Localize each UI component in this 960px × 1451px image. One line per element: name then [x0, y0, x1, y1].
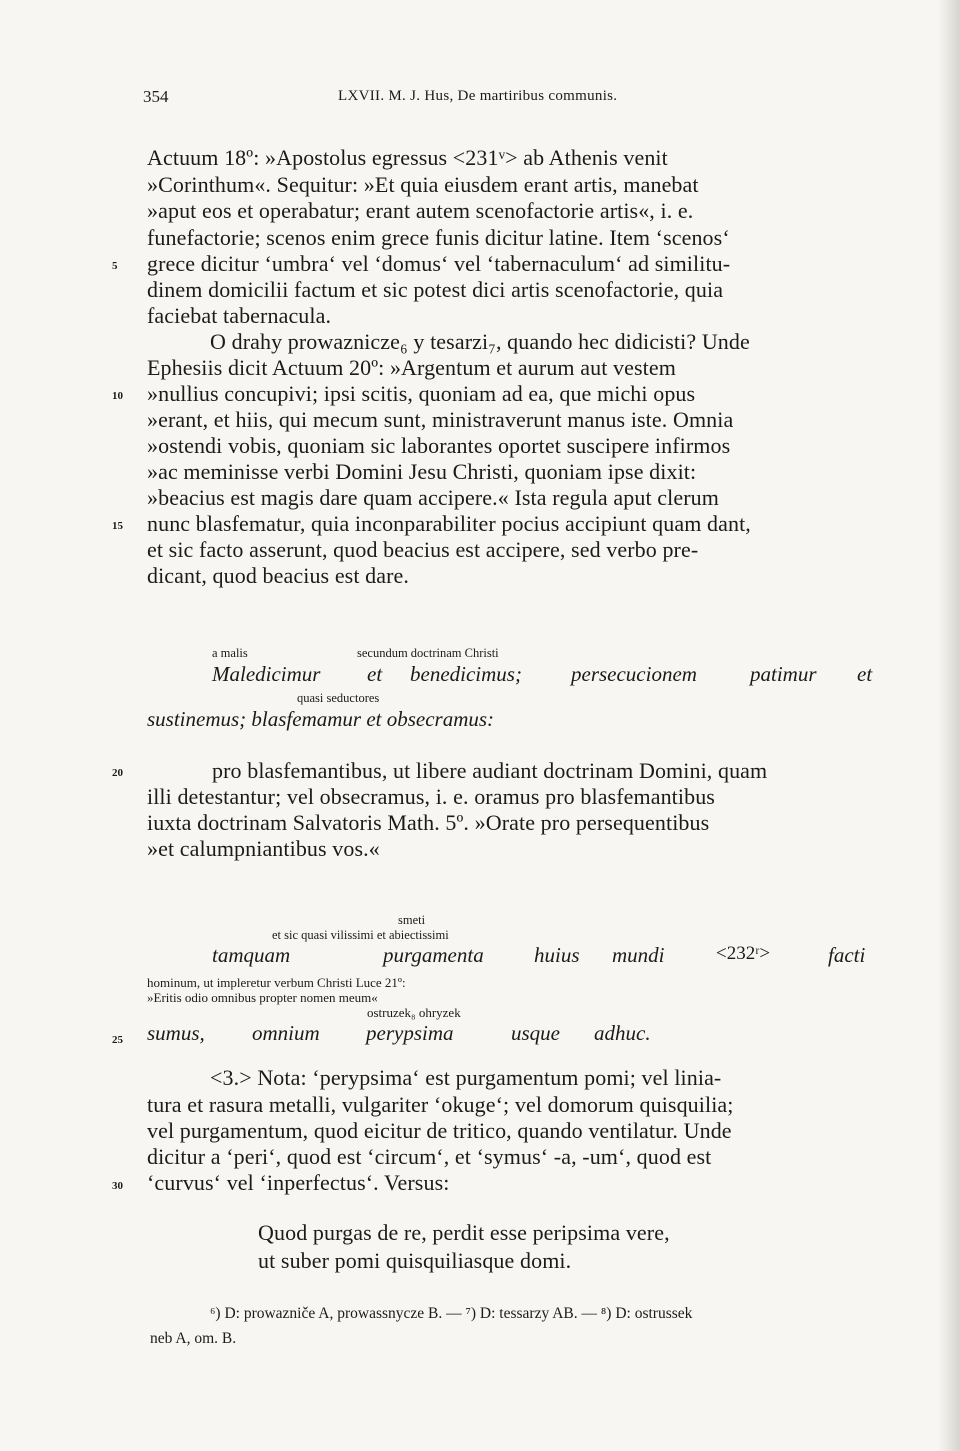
verse-word: sumus,: [147, 1021, 205, 1045]
verse-word: facti: [828, 943, 866, 967]
text-line: »et calumpniantibus vos.«: [147, 836, 380, 861]
text-line: nunc blasfematur, quia inconparabiliter pocius accipiunt quam dant,: [147, 511, 751, 536]
line-number: 15: [112, 520, 123, 532]
text-line: pro blasfemantibus, ut libere audiant doctrinam Domini, quam: [212, 758, 768, 783]
line-number: 25: [112, 1034, 123, 1046]
verse-word: huius: [534, 943, 580, 967]
verse-line: sustinemus; blasfemamur et obsecramus:: [147, 707, 495, 731]
text-line: »beacius est magis dare quam accipere.« Ista regula aput clerum: [147, 485, 719, 510]
gloss: a malis: [212, 646, 248, 660]
text-line: »ostendi vobis, quoniam sic laborantes oportet suscipere infirmos: [147, 433, 731, 458]
text-line: grece dicitur ‘umbra‘ vel ‘domus‘ vel ‘tabernaculum‘ ad similitu-: [147, 251, 731, 276]
verse-word: adhuc.: [594, 1021, 651, 1045]
verse-word: omnium: [252, 1021, 320, 1045]
text-line: dicitur a ‘peri‘, quod est ‘circum‘, et ‘symus‘ -a, -um‘, quod est: [147, 1144, 712, 1169]
page-edge-shadow: [938, 0, 960, 1451]
verse-word: mundi: [612, 943, 665, 967]
text-line: <3.> Nota: ‘perypsima‘ est purgamentum pomi; vel linia-: [210, 1065, 722, 1090]
poem-line: ut suber pomi quisquiliasque domi.: [258, 1248, 572, 1273]
gloss: secundum doctrinam Christi: [357, 646, 499, 660]
gloss: hominum, ut impleretur verbum Christi Luce 21º:: [147, 975, 406, 990]
folio-marker: <232ʳ>: [716, 943, 771, 964]
line-number: 10: [112, 390, 123, 402]
text-line: tura et rasura metalli, vulgariter ‘okuge‘; vel domorum quisquilia;: [147, 1092, 734, 1117]
verse-word: tamquam: [212, 943, 291, 967]
text-line: funefactorie; scenos enim grece funis dicitur latine. Item ‘scenos‘: [147, 225, 730, 250]
gloss: quasi seductores: [297, 691, 380, 705]
gloss: »Eritis odio omnibus propter nomen meum«: [147, 990, 378, 1005]
text-line: Ephesiis dicit Actuum 20º: »Argentum et aurum aut vestem: [147, 355, 676, 380]
gloss: ostruzek₈ ohryzek: [367, 1005, 461, 1020]
verse-word: et: [367, 662, 383, 686]
page-number: 354: [143, 87, 169, 106]
running-title: LXVII. M. J. Hus, De martiribus communis.: [338, 88, 618, 104]
line-number: 5: [112, 260, 118, 272]
line-number: 30: [112, 1180, 123, 1192]
text-line: »Corinthum«. Sequitur: »Et quia eiusdem erant artis, manebat: [147, 172, 699, 197]
text-line: »nullius concupivi; ipsi scitis, quoniam ad ea, que michi opus: [147, 381, 696, 406]
text-line: »ac meminisse verbi Domini Jesu Christi, quoniam ipse dixit:: [147, 459, 697, 484]
verse-word: patimur: [750, 662, 817, 686]
verse-word: usque: [511, 1021, 560, 1045]
text-line: et sic facto asserunt, quod beacius est accipere, sed verbo pre-: [147, 537, 699, 562]
text-line: dicant, quod beacius est dare.: [147, 563, 410, 588]
text-line: »erant, et hiis, qui mecum sunt, ministraverunt manus iste. Omnia: [147, 407, 734, 432]
verse-word: purgamenta: [383, 943, 484, 967]
text-line: faciebat tabernacula.: [147, 303, 332, 328]
text-line: »aput eos et operabatur; erant autem scenofactorie artis«, i. e.: [147, 198, 694, 223]
text-line: illi detestantur; vel obsecramus, i. e. oramus pro blasfemantibus: [147, 784, 715, 809]
text-line: O drahy prowaznicze₆ y tesarzi₇, quando hec didicisti? Unde: [210, 329, 750, 354]
gloss: smeti: [398, 913, 426, 927]
text-line: Actuum 18º: »Apostolus egressus <231ᵛ> ab Athenis venit: [147, 145, 668, 170]
footnote-line: neb A, om. B.: [150, 1330, 237, 1347]
verse-word: et: [857, 662, 873, 686]
line-number: 20: [112, 767, 123, 779]
footnote-line: ⁶) D: prowazniče A, prowassnycze B. — ⁷) D: tessarzy AB. — ⁸) D: ostrussek: [210, 1305, 693, 1322]
text-line: dinem domicilii factum et sic potest dici artis scenofactorie, quia: [147, 277, 724, 302]
verse-word: perypsima: [366, 1021, 454, 1045]
text-line: vel purgamentum, quod eicitur de tritico, quando ventilatur. Unde: [147, 1118, 732, 1143]
text-line: iuxta doctrinam Salvatoris Math. 5º. »Orate pro persequentibus: [147, 810, 710, 835]
verse-word: benedicimus;: [410, 662, 522, 686]
verse-word: Maledicimur: [212, 662, 321, 686]
gloss: et sic quasi vilissimi et abiectissimi: [272, 928, 449, 942]
poem-line: Quod purgas de re, perdit esse peripsima vere,: [258, 1220, 670, 1245]
text-line: ‘curvus‘ vel ‘inperfectus‘. Versus:: [147, 1170, 450, 1195]
verse-word: persecucionem: [571, 662, 697, 686]
